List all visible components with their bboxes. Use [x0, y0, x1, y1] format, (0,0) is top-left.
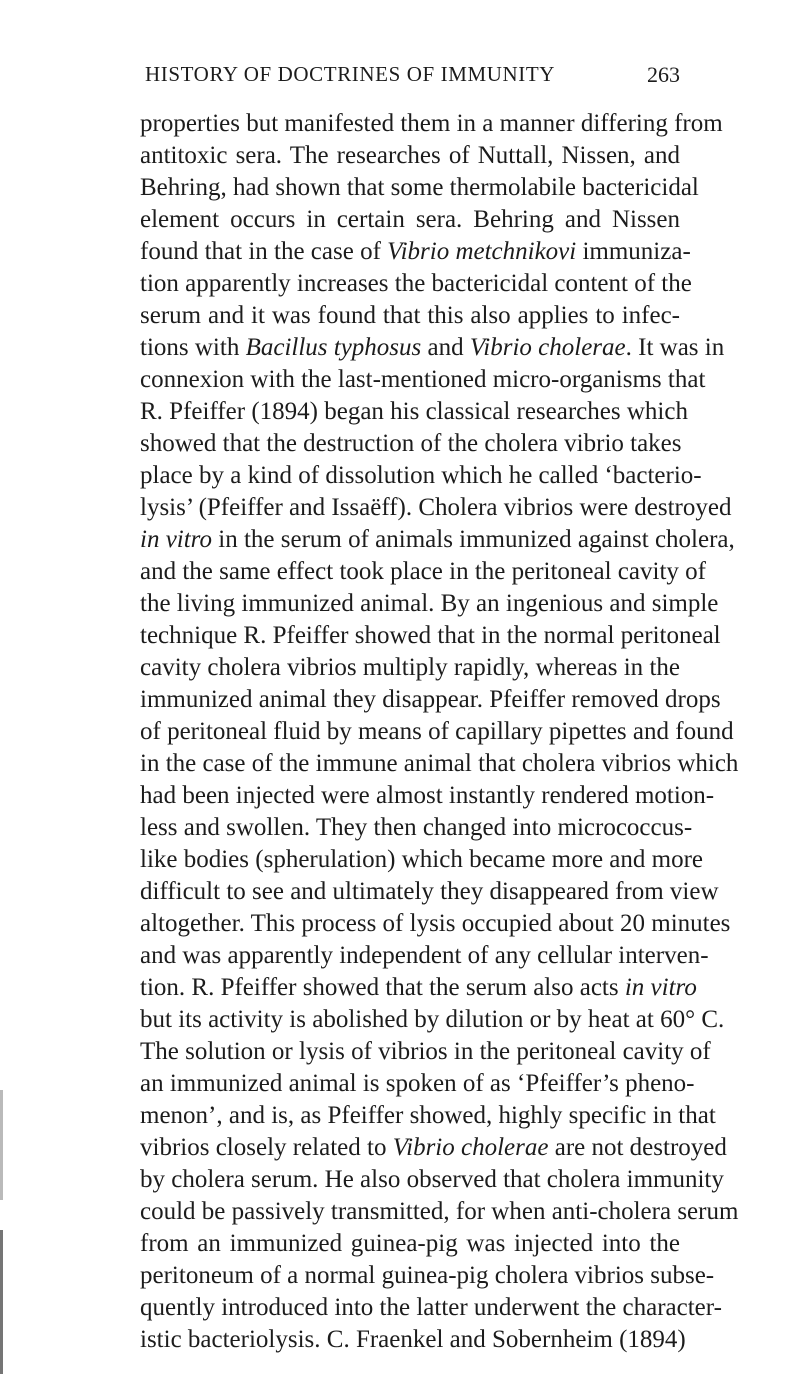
text-line	[140, 1132, 727, 1164]
text-segment: found that in the case of	[140, 238, 388, 265]
text-segment: tions with	[140, 334, 246, 361]
text-segment: and the same effect took place in the peritoneal cavity of	[140, 558, 706, 585]
text-segment: showed that the destruction of the cholera vibrio takes	[140, 430, 682, 457]
text-segment: from an immunized guinea-pig was injected into the	[140, 1230, 680, 1257]
text-segment: connexion with the last-mentioned micro-organisms that	[140, 366, 706, 393]
text-line	[140, 396, 688, 428]
text-segment: istic bacteriolysis. C. Fraenkel and Sobernheim (1894)	[140, 1326, 686, 1353]
text-segment: menon’, and is, as Pfeiffer showed, highly specific in that	[140, 1102, 716, 1129]
italic-text: in vitro	[624, 974, 697, 1001]
page-edge-shadow	[0, 1230, 3, 1374]
text-line	[140, 620, 721, 652]
text-segment: had been injected were almost instantly rendered motion-	[140, 782, 715, 809]
text-line	[140, 748, 739, 780]
text-line	[140, 332, 725, 364]
text-segment: tion apparently increases the bactericidal content of the	[140, 270, 692, 297]
text-segment: The solution or lysis of vibrios in the peritoneal cavity of	[140, 1038, 711, 1065]
text-line	[140, 1164, 724, 1196]
text-segment: antitoxic sera. The researches of Nuttall, Nissen, and	[140, 142, 680, 169]
text-segment: less and swollen. They then changed into micrococcus-	[140, 814, 693, 841]
text-segment: lysis’ (Pfeiffer and Issaëff). Cholera vibrios were destroyed	[140, 494, 732, 521]
text-segment: the living immunized animal. By an ingenious and simple	[140, 590, 719, 617]
text-segment: Behring, had shown that some thermolabile bactericidal	[140, 174, 699, 201]
text-line	[140, 460, 702, 492]
text-line	[140, 1004, 725, 1036]
text-line	[140, 1228, 680, 1260]
italic-text: Vibrio metchnikovi	[387, 238, 577, 265]
text-line	[140, 556, 706, 588]
text-segment: and was apparently independent of any cellular interven-	[140, 942, 709, 969]
italic-text: in vitro	[140, 526, 212, 553]
text-segment: peritoneum of a normal guinea-pig cholera vibrios subse-	[140, 1262, 715, 1289]
text-line	[140, 108, 723, 140]
running-head-title: HISTORY OF DOCTRINES OF IMMUNITY	[145, 62, 556, 86]
text-line	[140, 492, 732, 524]
italic-text: Vibrio cholerae	[469, 334, 626, 361]
text-line	[140, 972, 697, 1004]
text-segment: R. Pfeiffer (1894) began his classical researches which	[140, 398, 688, 425]
text-line	[140, 588, 719, 620]
text-segment: difficult to see and ultimately they disappeared from view	[140, 878, 719, 905]
text-segment: immunized animal they disappear. Pfeiffer removed drops	[140, 686, 721, 713]
text-line	[140, 364, 706, 396]
text-segment: but its activity is abolished by dilution or by heat at 60° C.	[140, 1006, 725, 1033]
text-line	[140, 812, 693, 844]
text-segment: in the case of the immune animal that cholera vibrios which	[140, 750, 739, 777]
text-line	[140, 1292, 722, 1324]
text-segment: vibrios closely related to	[140, 1134, 393, 1161]
text-segment: are not destroyed	[548, 1134, 727, 1161]
text-line	[140, 1036, 711, 1068]
text-line	[140, 1196, 739, 1228]
text-line	[140, 268, 692, 300]
text-segment: immuniza-	[576, 238, 691, 265]
text-line	[140, 844, 704, 876]
text-line	[140, 1068, 695, 1100]
text-segment: an immunized animal is spoken of as ‘Pfeiffer’s pheno-	[140, 1070, 695, 1097]
text-line	[140, 940, 709, 972]
text-segment: cavity cholera vibrios multiply rapidly, whereas in the	[140, 654, 680, 681]
text-segment: properties but manifested them in a manner differing from	[140, 110, 723, 137]
text-segment: quently introduced into the latter underwent the character-	[140, 1294, 722, 1321]
text-line	[140, 1324, 686, 1356]
text-segment: in the serum of animals immunized against cholera,	[212, 526, 735, 553]
text-segment: tion. R. Pfeiffer showed that the serum also acts	[140, 974, 625, 1001]
text-segment: by cholera serum. He also observed that cholera immunity	[140, 1166, 724, 1193]
page-edge-shadow	[0, 1090, 3, 1200]
text-line	[140, 204, 680, 236]
text-line	[140, 908, 731, 940]
text-line	[140, 140, 680, 172]
italic-text: Vibrio cholerae	[392, 1134, 549, 1161]
text-line	[140, 876, 719, 908]
text-line	[140, 1100, 716, 1132]
text-line	[140, 524, 735, 556]
text-segment: technique R. Pfeiffer showed that in the normal peritoneal	[140, 622, 721, 649]
body-text	[140, 108, 739, 1356]
text-line	[140, 300, 680, 332]
text-line	[140, 1260, 715, 1292]
italic-text: Bacillus typhosus	[245, 334, 422, 361]
text-segment: of peritoneal fluid by means of capillary pipettes and found	[140, 718, 734, 745]
text-segment: could be passively transmitted, for when anti-cholera serum	[140, 1198, 739, 1225]
text-line	[140, 780, 715, 812]
text-line	[140, 652, 680, 684]
text-line	[140, 716, 734, 748]
text-segment: altogether. This process of lysis occupied about 20 minutes	[140, 910, 731, 937]
text-segment: . It was in	[625, 334, 725, 361]
text-segment: element occurs in certain sera. Behring and Nissen	[140, 206, 680, 233]
text-line	[140, 172, 699, 204]
text-line	[140, 684, 721, 716]
text-segment: place by a kind of dissolution which he called ‘bacterio-	[140, 462, 702, 489]
text-line	[140, 428, 680, 460]
text-segment: and	[421, 334, 470, 361]
text-segment: serum and it was found that this also applies to infec-	[140, 302, 680, 329]
text-segment: like bodies (spherulation) which became more and more	[140, 846, 704, 873]
running-head	[140, 62, 680, 92]
text-line	[140, 236, 691, 268]
page-number: 263	[647, 62, 680, 87]
